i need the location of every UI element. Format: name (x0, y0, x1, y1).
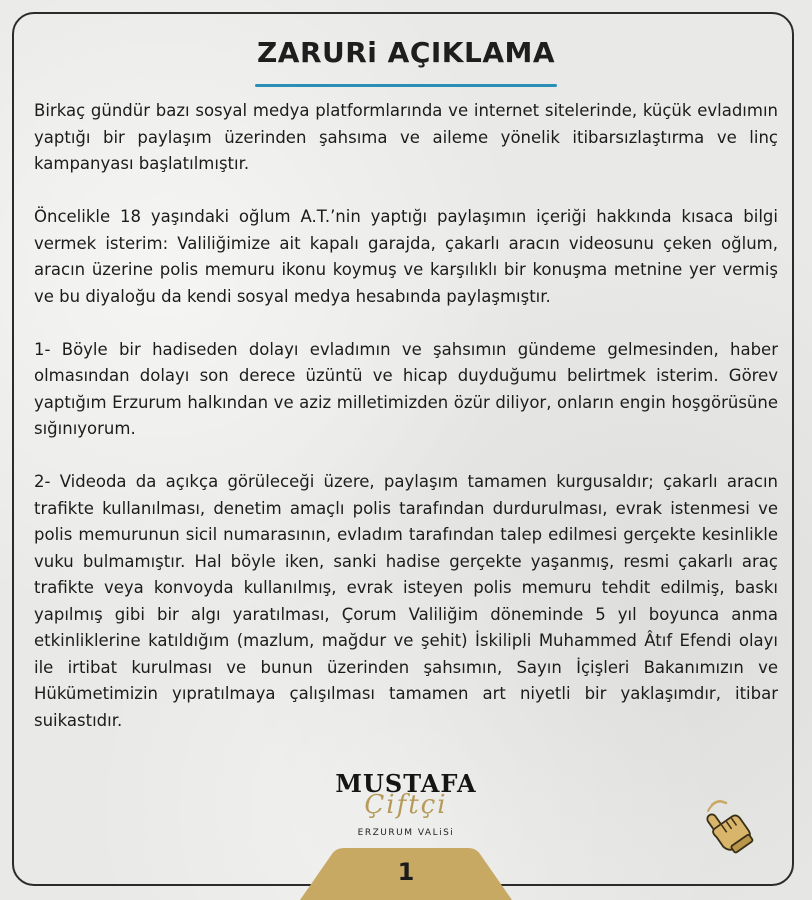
paragraph-intro: Birkaç gündür bazı sosyal medya platformlarında ve internet sitelerinde, küçük evladımın yaptığı bir paylaşım üzerinden şahsıma ve aileme yönelik itibarsızlaştırma ve linç kampanyası başlatılmıştır. (34, 101, 778, 173)
paragraph-point-2: 2- Videoda da açıkça görüleceği üzere, paylaşım tamamen kurgusaldır; çakarlı aracın trafikte kullanılması, denetim amaçlı polis tarafından durdurulması, evrak istenmesi ve polis memurunun sicil numarasının, evladım tarafından talep edilmesi gerçekte kesinlikle vuku bulmamıştır. Hal böyle iken, sanki hadise gerçekte yaşanmış, resmi çakarlı araç trafikte veya konvoyda kullanılmış, evrak isteyen polis memuru tehdit edilmiş, baskı yapılmış gibi bir algı yaratılması, Çorum Valiliğim döneminde 5 yıl boyunca anma etkinliklerine katıldığım (mazlum, mağdur ve şehit) İskilipli Muhammed Âtıf Efendi olayı ile irtibat kurulması ve bunun üzerinden şahsımın, Sayın İçişleri Bakanımızın ve Hükümetimizin yıpratılmaya çalışılması tamamen art niyetli bir yaklaşımdır, itibar suikastıdır. (34, 472, 778, 730)
signature-role: ERZURUM VALiSi (357, 828, 455, 838)
page-number: 1 (397, 858, 415, 886)
signature-logo (300, 770, 512, 838)
paragraph-context: Öncelikle 18 yaşındaki oğlum A.T.’nin yaptığı paylaşımın içeriği hakkında kısaca bilgi vermek isterim: Valiliğimize ait kapalı garajda, çakarlı aracın videosunu çeken oğlum, aracın üzerine polis memuru ikonu koymuş ve karşılıklı bir konuşma metnine yer vermiş ve bu diyaloğu da kendi sosyal medya hesabında paylaşmıştır. (34, 207, 778, 306)
document-body (34, 98, 778, 734)
pointing-hand-icon[interactable] (698, 795, 758, 855)
page-indicator (300, 846, 512, 900)
signature-surname: Çiftçi (364, 790, 448, 820)
document-title: ZARURi AÇIKLAMA (256, 36, 556, 69)
signature-name: MUSTAFA (335, 769, 477, 798)
title-underline (255, 84, 557, 87)
paragraph-point-1: 1- Böyle bir hadiseden dolayı evladımın ve şahsımın gündeme gelmesinden, haber olmasından dolayı son derece üzüntü ve hicap duyduğumu belirtmek isterim. Görev yaptığım Erzurum halkından ve aziz milletimizden özür diliyor, onların engin hoşgörüsüne sığınıyorum. (34, 339, 778, 438)
